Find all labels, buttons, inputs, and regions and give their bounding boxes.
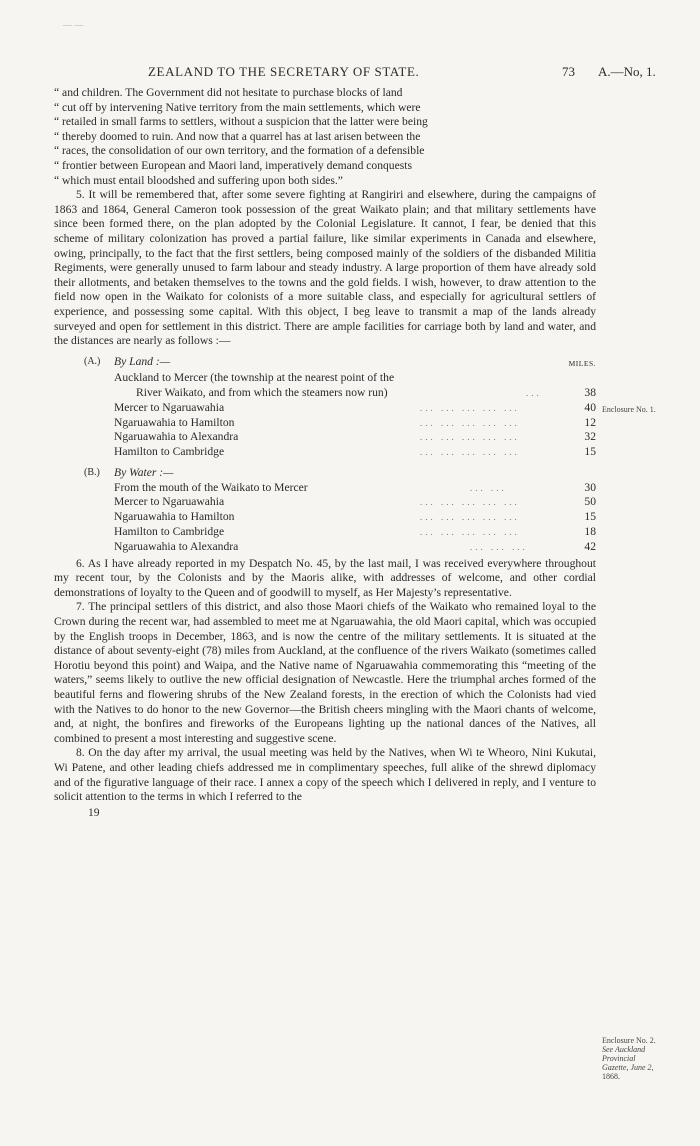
quote-line: “ cut off by intervening Native territory from the main settlements, which were (54, 100, 421, 114)
quote-line: “ retailed in small farms to settlers, without a suspicion that the latter were being (54, 115, 428, 129)
distance-table-water (54, 466, 596, 555)
distance-row: Hamilton to Cambridge ... ... ... ... ... 18 (114, 525, 596, 539)
paragraph-5: 5. It will be remembered that, after some severe fighting at Rangiriri and elsewhere, during the campaigns of 1863 and 1864, General Cameron took possession of the great Waikato plain; and that military settlements have since been formed there, on the plan adopted by the Colonial Legislature. It cannot, I fear, be denied that this scheme of military colonization has proved a partial failure, like similar experiments in Canada and elsewhere, owing, principally, to the fact that the first settlers, being composed mainly of the soldiers of the disbanded Militia Regiments, were generally unused to farm labour and steady industry. A large proportion of them have already sold their allotments, and betaken themselves to the towns and the gold fields. I wish, however, to draw attention to the field now open in the Waikato for colonists of a more suitable class, and especially for agricultural settlers of experience, and possessing some capital. With this object, I beg leave to transmit a map of the lands already surveyed and open for settlement in this district. There are ample facilities for carriage both by land and water, and the distances are nearly as follows :— (54, 188, 596, 348)
quote-line: “ and children. The Government did not hesitate to purchase blocks of land (54, 86, 403, 99)
page-number: 73 (562, 64, 575, 79)
header-title: ZEALAND TO THE SECRETARY OF STATE. (148, 64, 420, 79)
section-label: (B.) (84, 467, 100, 479)
margin-note-enclosure-1: Enclosure No. 1. (602, 405, 656, 414)
paragraph-7: 7. The principal settlers of this district, and also those Maori chiefs of the Waikato who remained loyal to the Crown during the recent war, had assembled to meet me at Ngaruawahia, the old Maori capital, which was occupied by the English troops in December, 1863, and is now the centre of the military settlements. It is situated at the distance of about seventy-eight (78) miles from Auckland, at the confluence of the rivers Waikato (sometimes called Horotiu beyond this point) and Waipa, and the Native name of Ngaruawahia commemorating this “meeting of the waters,” seems likely to outlive the new official designation of Newcastle. Here the triumphal arches formed of the beautiful ferns and flowering shrubs of the New Zealand forests, in the erection of which the Colonists had vied with the Natives to do honor to the new Governor—the British cheers mingling with the Maori chants of welcome, and, at night, the bonfires and fireworks of the Europeans lighting up the national dances of the Natives, all combined to present a most interesting and suggestive scene. (54, 600, 596, 745)
section-title: By Water :— (114, 466, 174, 480)
distance-row: Ngaruawahia to Hamilton ... ... ... ... ... 15 (114, 510, 596, 524)
body-text (54, 86, 596, 820)
section-label: (A.) (84, 355, 101, 367)
paper-reference: A.—No, 1. (598, 64, 656, 79)
distance-row: Auckland to Mercer (the township at the nearest point of the (114, 371, 395, 385)
paragraph-8: 8. On the day after my arrival, the usual meeting was held by the Natives, when Wi te Wheoro, Nini Kukutai, Wi Patene, and other leading chiefs addressed me in complimentary speeches, full alike of the shrewd diplomacy and of the figurative language of their race. I annex a copy of the speech which I delivered in reply, and I venture to solicit attention to the terms in which I referred to the (54, 746, 596, 804)
distance-row: From the mouth of the Waikato to Mercer ... ... 30 (114, 480, 596, 494)
distance-row: Hamilton to Cambridge ... ... ... ... ... 15 (114, 445, 596, 459)
distance-table-land (54, 355, 596, 460)
distance-row: River Waikato, and from which the steamers now run) ... 38 (136, 386, 596, 400)
distance-row: Mercer to Ngaruawahia ... ... ... ... ... 40 (114, 400, 596, 414)
folio-number: 19 (88, 805, 100, 819)
section-title: By Land :— (114, 354, 171, 368)
distance-row: Ngaruawahia to Alexandra ... ... ... 42 (114, 539, 596, 553)
unit-label: MILES. (568, 358, 596, 368)
quote-line: “ which must entail bloodshed and suffering upon both sides.” (54, 173, 343, 187)
distance-row: Ngaruawahia to Hamilton ... ... ... ... ... 12 (114, 415, 596, 429)
quoted-passage (54, 86, 596, 188)
quote-line: “ frontier between European and Maori land, imperatively demand conquests (54, 158, 412, 172)
quote-line: “ thereby doomed to ruin. And now that a quarrel has at last arisen between the (54, 129, 421, 143)
quote-line: “ races, the consolidation of our own territory, and the formation of a defensible (54, 144, 425, 158)
distance-row: Mercer to Ngaruawahia ... ... ... ... ... 50 (114, 495, 596, 509)
distance-row: Ngaruawahia to Alexandra ... ... ... ... ... 32 (114, 430, 596, 444)
running-header (0, 64, 700, 82)
corner-mark: — — (63, 20, 84, 30)
margin-note-enclosure-2: Enclosure No. 2. See Auckland Provincial Gazette, June 2, 1868. (602, 1036, 656, 1081)
paragraph-6: 6. As I have already reported in my Despatch No. 45, by the last mail, I was received everywhere throughout my recent tour, by the Colonists and by the Maoris alike, with addresses of welcome, and other cordial demonstrations of loyalty to the Queen and of goodwill to myself, as Her Majesty’s representative. (54, 556, 596, 599)
